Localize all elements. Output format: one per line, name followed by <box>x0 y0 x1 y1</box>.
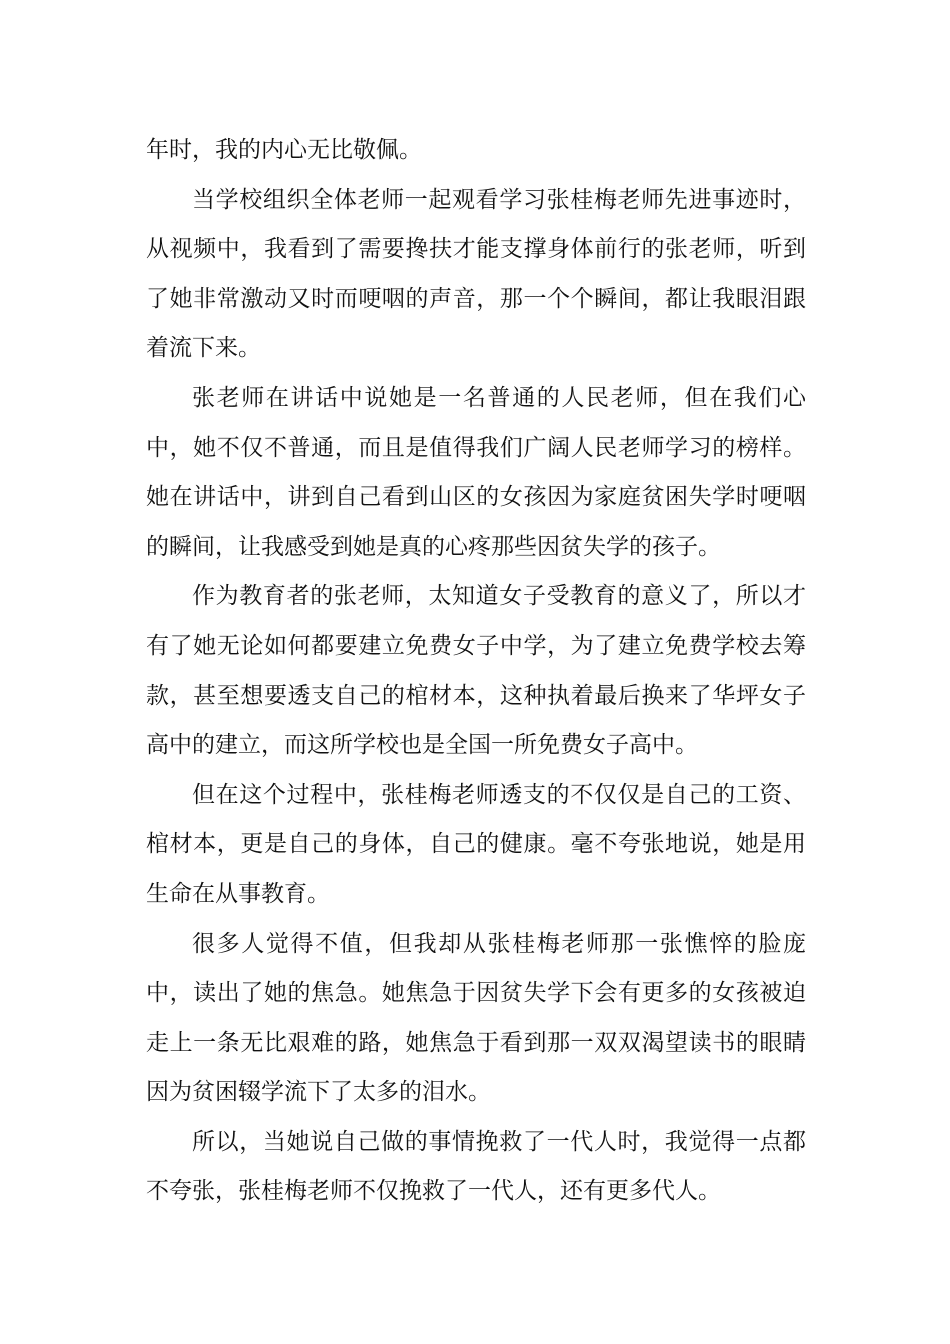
paragraph-5: 但在这个过程中，张桂梅老师透支的不仅仅是自己的工资、棺材本，更是自己的身体，自己的健康。毫不夸张地说，她是用生命在从事教育。 <box>146 781 806 907</box>
paragraph-3: 张老师在讲话中说她是一名普通的人民老师，但在我们心中，她不仅不普通，而且是值得我们广阔人民老师学习的榜样。她在讲话中，讲到自己看到山区的女孩因为家庭贫困失学时哽咽的瞬间，让我感受到她是真的心疼那些因贫失学的孩子。 <box>146 384 806 560</box>
paragraph-6: 很多人觉得不值，但我却从张桂梅老师那一张憔悴的脸庞中，读出了她的焦急。她焦急于因贫失学下会有更多的女孩被迫走上一条无比艰难的路，她焦急于看到那一双双渴望读书的眼睛因为贫困辍学流下了太多的泪水。 <box>146 930 806 1106</box>
paragraph-7: 所以，当她说自己做的事情挽救了一代人时，我觉得一点都不夸张，张桂梅老师不仅挽救了一代人，还有更多代人。 <box>146 1128 806 1205</box>
paragraph-2: 当学校组织全体老师一起观看学习张桂梅老师先进事迹时，从视频中，我看到了需要搀扶才能支撑身体前行的张老师，听到了她非常激动又时而哽咽的声音，那一个个瞬间，都让我眼泪跟着流下来。 <box>146 186 806 362</box>
paragraph-continuation: 年时，我的内心无比敬佩。 <box>146 137 422 163</box>
paragraph-4: 作为教育者的张老师，太知道女子受教育的意义了，所以才有了她无论如何都要建立免费女子中学，为了建立免费学校去筹款，甚至想要透支自己的棺材本，这种执着最后换来了华坪女子高中的建立，而这所学校也是全国一所免费女子高中。 <box>146 583 806 759</box>
document-body <box>146 126 806 1217</box>
